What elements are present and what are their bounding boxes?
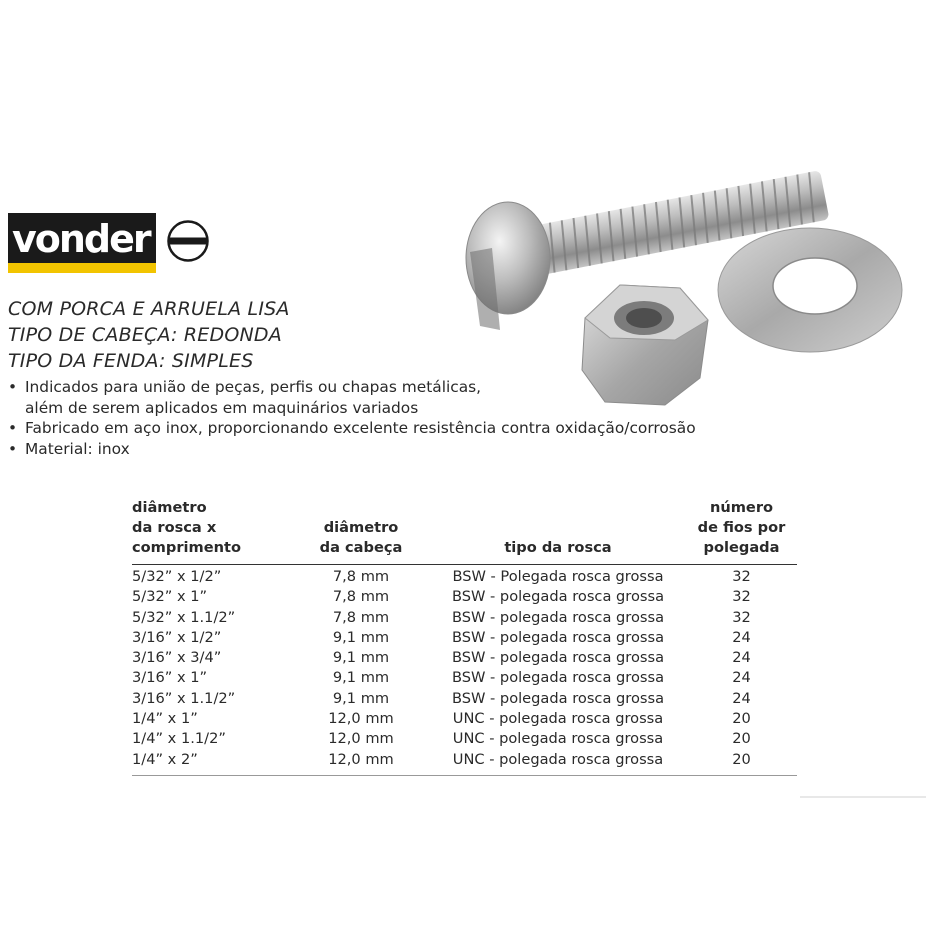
- cell-tpi: 24: [732, 649, 751, 667]
- headline-slot-type: TIPO DA FENDA: SIMPLES: [8, 350, 254, 372]
- cell-thread-type: BSW - polegada rosca grossa: [451, 588, 665, 606]
- table-row: [132, 608, 797, 628]
- slotted-screw-head-icon: [166, 219, 210, 263]
- table-row: [132, 668, 797, 688]
- table-bottom-divider: [132, 775, 797, 776]
- cell-thread-type: UNC - polegada rosca grossa: [452, 710, 664, 728]
- cell-tpi: 24: [732, 628, 751, 646]
- logo-text: vonder: [12, 217, 150, 261]
- cell-thread-type: BSW - polegada rosca grossa: [451, 628, 665, 646]
- cell-tpi: 32: [732, 608, 751, 626]
- cell-head-diameter: 7,8 mm: [332, 608, 390, 626]
- cell-tpi: 20: [732, 730, 751, 748]
- cell-size: 5/32” x 1”: [132, 588, 208, 606]
- logo-stripe: [8, 263, 156, 273]
- cell-size: 5/32” x 1/2”: [132, 568, 222, 585]
- table-header-row: [132, 498, 797, 565]
- cell-thread-type: BSW - Polegada rosca grossa: [452, 568, 664, 585]
- cell-head-diameter: 7,8 mm: [332, 588, 390, 606]
- table-row: [132, 587, 797, 607]
- vonder-logo: [8, 213, 156, 273]
- table-row: [132, 729, 797, 749]
- cell-thread-type: BSW - polegada rosca grossa: [451, 689, 665, 707]
- product-photo: [460, 140, 920, 415]
- header-thread-type: tipo da rosca: [430, 498, 686, 565]
- cell-size: 5/32” x 1.1/2”: [132, 608, 236, 626]
- cell-tpi: 24: [732, 689, 751, 707]
- cell-tpi: 32: [732, 588, 751, 606]
- table-row: [132, 750, 797, 772]
- table-row: [132, 648, 797, 668]
- cell-size: 3/16” x 1.1/2”: [132, 689, 236, 707]
- cell-size: 3/16” x 3/4”: [132, 649, 222, 667]
- table-row: [132, 709, 797, 729]
- cell-head-diameter: 9,1 mm: [332, 628, 390, 646]
- cell-head-diameter: 7,8 mm: [332, 568, 390, 585]
- cell-tpi: 20: [732, 710, 751, 728]
- cell-thread-type: BSW - polegada rosca grossa: [451, 649, 665, 667]
- header-head-diameter: diâmetro da cabeça: [292, 498, 430, 565]
- cell-head-diameter: 12,0 mm: [328, 730, 394, 748]
- cell-size: 3/16” x 1/2”: [132, 628, 222, 646]
- table-row: [132, 565, 797, 588]
- cell-thread-type: UNC - polegada rosca grossa: [452, 730, 664, 748]
- header-thread-length: diâmetro da rosca x comprimento: [132, 498, 292, 565]
- cell-size: 1/4” x 1”: [132, 710, 198, 728]
- cell-thread-type: UNC - polegada rosca grossa: [452, 750, 664, 768]
- decorative-divider: [800, 796, 926, 798]
- headline-nut-washer: COM PORCA E ARRUELA LISA: [8, 298, 290, 320]
- spec-table: [132, 498, 797, 772]
- cell-head-diameter: 12,0 mm: [328, 750, 394, 768]
- cell-size: 1/4” x 1.1/2”: [132, 730, 226, 748]
- feature-list: [6, 377, 696, 459]
- cell-size: 1/4” x 2”: [132, 750, 198, 768]
- cell-size: 3/16” x 1”: [132, 669, 208, 687]
- feature-item-material: • Material: inox: [6, 439, 696, 460]
- cell-tpi: 24: [732, 669, 751, 687]
- cell-thread-type: BSW - polegada rosca grossa: [451, 608, 665, 626]
- cell-head-diameter: 9,1 mm: [332, 649, 390, 667]
- cell-head-diameter: 9,1 mm: [332, 669, 390, 687]
- feature-item-usage: • Indicados para união de peças, perfis ou chapas metálicas, além de serem aplicados em maquinários variados: [6, 377, 696, 418]
- feature-item-material-resistance: • Fabricado em aço inox, proporcionando excelente resistência contra oxidação/corrosão: [6, 418, 696, 439]
- cell-head-diameter: 12,0 mm: [328, 710, 394, 728]
- cell-head-diameter: 9,1 mm: [332, 689, 390, 707]
- product-headlines: [8, 296, 290, 374]
- table-row: [132, 689, 797, 709]
- cell-tpi: 32: [732, 568, 751, 585]
- header-threads-per-inch: número de fios por polegada: [686, 498, 797, 565]
- headline-head-type: TIPO DE CABEÇA: REDONDA: [8, 324, 282, 346]
- table-row: [132, 628, 797, 648]
- cell-thread-type: BSW - polegada rosca grossa: [451, 669, 665, 687]
- cell-tpi: 20: [732, 750, 751, 768]
